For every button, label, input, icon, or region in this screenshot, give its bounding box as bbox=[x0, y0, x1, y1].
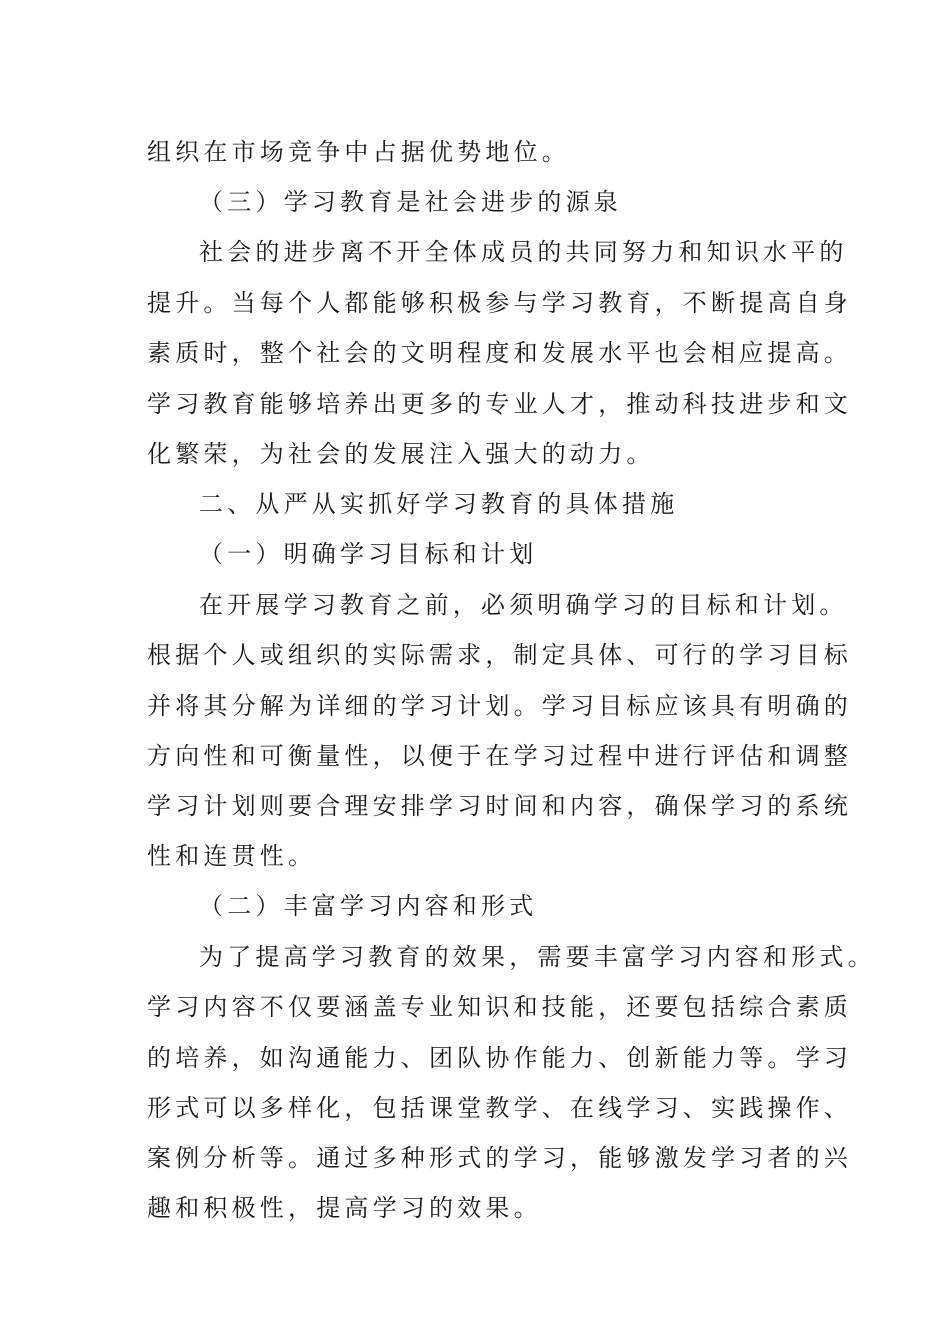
paragraph-line: 化繁荣，为社会的发展注入强大的动力。 bbox=[147, 440, 655, 468]
paragraph-line: 为了提高学习教育的效果，需要丰富学习内容和形式。 bbox=[199, 943, 876, 971]
paragraph-line: 在开展学习教育之前，必须明确学习的目标和计划。 bbox=[199, 591, 848, 619]
section-heading-1: （一）明确学习目标和计划 bbox=[199, 540, 538, 568]
chapter-heading-2: 二、从严从实抓好学习教育的具体措施 bbox=[199, 490, 679, 518]
paragraph-line: 社会的进步离不开全体成员的共同努力和知识水平的 bbox=[199, 238, 848, 266]
paragraph-line: 学习教育能够培养出更多的专业人才，推动科技进步和文 bbox=[147, 390, 852, 418]
paragraph-line: 方向性和可衡量性，以便于在学习过程中进行评估和调整 bbox=[147, 742, 852, 770]
paragraph-line: 根据个人或组织的实际需求，制定具体、可行的学习目标 bbox=[147, 641, 852, 669]
paragraph-line: 素质时，整个社会的文明程度和发展水平也会相应提高。 bbox=[147, 339, 852, 367]
paragraph-line: 提升。当每个人都能够积极参与学习教育，不断提高自身 bbox=[147, 289, 852, 317]
paragraph-line: 趣和积极性，提高学习的效果。 bbox=[147, 1194, 542, 1222]
paragraph-line: 案例分析等。通过多种形式的学习，能够激发学习者的兴 bbox=[147, 1144, 852, 1172]
section-heading-3: （三）学习教育是社会进步的源泉 bbox=[199, 188, 622, 216]
paragraph-line: 的培养，如沟通能力、团队协作能力、创新能力等。学习 bbox=[147, 1044, 852, 1072]
paragraph-line: 性和连贯性。 bbox=[147, 842, 317, 870]
paragraph-line-continuation: 组织在市场竞争中占据优势地位。 bbox=[147, 138, 570, 166]
section-heading-2: （二）丰富学习内容和形式 bbox=[199, 892, 538, 920]
paragraph-line: 并将其分解为详细的学习计划。学习目标应该具有明确的 bbox=[147, 692, 852, 720]
paragraph-line: 形式可以多样化，包括课堂教学、在线学习、实践操作、 bbox=[147, 1094, 852, 1122]
paragraph-line: 学习内容不仅要涵盖专业知识和技能，还要包括综合素质 bbox=[147, 993, 852, 1021]
paragraph-line: 学习计划则要合理安排学习时间和内容，确保学习的系统 bbox=[147, 792, 852, 820]
